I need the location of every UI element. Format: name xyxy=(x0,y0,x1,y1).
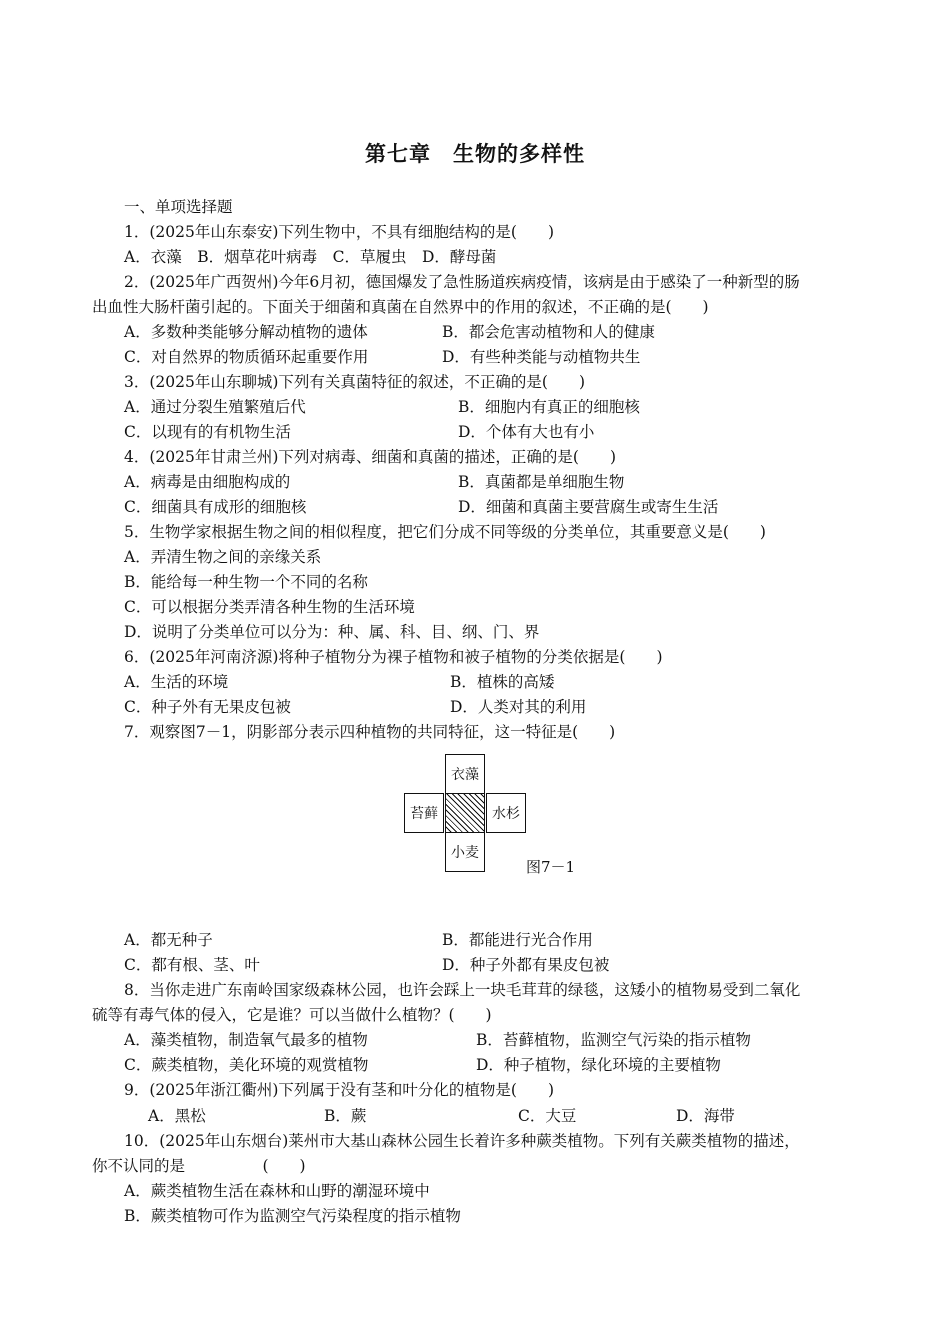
q3-option-c: C．以现有的有机物生活 xyxy=(124,423,291,441)
figure-7-1 xyxy=(404,754,526,876)
q9-option-a: A．黑松 xyxy=(148,1107,206,1125)
q3-stem: 3．(2025年山东聊城)下列有关真菌特征的叙述，不正确的是( ) xyxy=(124,373,585,391)
q7-option-b: B．都能进行光合作用 xyxy=(442,931,593,949)
q8-stem-line1: 8．当你走进广东南岭国家级森林公园，也许会踩上一块毛茸茸的绿毯，这矮小的植物易受到二氧化 xyxy=(124,981,801,999)
q8-stem-line2: 硫等有毒气体的侵入，它是谁？可以当做什么植物？( ) xyxy=(92,1006,492,1024)
q7-stem: 7．观察图7－1，阴影部分表示四种植物的共同特征，这一特征是( ) xyxy=(124,723,616,741)
q2-stem-line2: 出血性大肠杆菌引起的。下面关于细菌和真菌在自然界中的作用的叙述，不正确的是( ) xyxy=(92,298,709,316)
q6-stem: 6．(2025年河南济源)将种子植物分为裸子植物和被子植物的分类依据是( ) xyxy=(124,648,663,666)
q5-stem: 5．生物学家根据生物之间的相似程度，把它们分成不同等级的分类单位，其重要意义是( ) xyxy=(124,523,766,541)
fig-cell-top: 衣藻 xyxy=(445,754,485,794)
q2-stem-line1: 2．(2025年广西贺州)今年6月初，德国爆发了急性肠道疾病疫情，该病是由于感染了一种新型的肠 xyxy=(124,273,800,291)
q5-option-c: C．可以根据分类弄清各种生物的生活环境 xyxy=(124,598,415,616)
q4-stem: 4．(2025年甘肃兰州)下列对病毒、细菌和真菌的描述，正确的是( ) xyxy=(124,448,616,466)
q5-option-b: B．能给每一种生物一个不同的名称 xyxy=(124,573,368,591)
fig-cell-bottom: 小麦 xyxy=(445,832,485,872)
q9-option-c: C．大豆 xyxy=(518,1107,577,1125)
q10-option-b: B．蕨类植物可作为监测空气污染程度的指示植物 xyxy=(124,1207,461,1225)
q4-option-b: B．真菌都是单细胞生物 xyxy=(458,473,625,491)
q6-option-a: A．生活的环境 xyxy=(124,673,229,691)
q10-stem-line1: 10．(2025年山东烟台)莱州市大基山森林公园生长着许多种蕨类植物。下列有关蕨类植物的描述， xyxy=(124,1132,800,1150)
q1-stem: 1．(2025年山东泰安)下列生物中，不具有细胞结构的是( ) xyxy=(124,223,554,241)
q9-option-b: B．蕨 xyxy=(324,1107,367,1125)
q9-option-d: D．海带 xyxy=(676,1107,735,1125)
q2-option-b: B．都会危害动植物和人的健康 xyxy=(442,323,655,341)
q9-stem: 9．(2025年浙江衢州)下列属于没有茎和叶分化的植物是( ) xyxy=(124,1081,554,1099)
q7-option-c: C．都有根、茎、叶 xyxy=(124,956,260,974)
page-title: 第七章 生物的多样性 xyxy=(365,141,585,166)
q8-option-a: A．藻类植物，制造氧气最多的植物 xyxy=(124,1031,368,1049)
q5-option-a: A．弄清生物之间的亲缘关系 xyxy=(124,548,322,566)
q8-option-c: C．蕨类植物，美化环境的观赏植物 xyxy=(124,1056,369,1074)
q8-option-b: B．苔藓植物，监测空气污染的指示植物 xyxy=(476,1031,751,1049)
q6-option-c: C．种子外有无果皮包被 xyxy=(124,698,291,716)
q10-stem-line2: 你不认同的是 ( ) xyxy=(92,1157,306,1175)
q4-option-d: D．细菌和真菌主要营腐生或寄生生活 xyxy=(458,498,719,516)
q2-option-d: D．有些种类能与动植物共生 xyxy=(442,348,641,366)
q3-option-d: D．个体有大也有小 xyxy=(458,423,595,441)
q5-option-d: D．说明了分类单位可以分为：种、属、科、目、纲、门、界 xyxy=(124,623,540,641)
q4-option-a: A．病毒是由细胞构成的 xyxy=(124,473,291,491)
q2-option-c: C．对自然界的物质循环起重要作用 xyxy=(124,348,369,366)
q3-option-b: B．细胞内有真正的细胞核 xyxy=(458,398,640,416)
q6-option-b: B．植株的高矮 xyxy=(450,673,555,691)
q2-option-a: A．多数种类能够分解动植物的遗体 xyxy=(124,323,368,341)
q10-option-a: A．蕨类植物生活在森林和山野的潮湿环境中 xyxy=(124,1182,430,1200)
section-heading: 一、单项选择题 xyxy=(124,198,233,216)
q6-option-d: D．人类对其的利用 xyxy=(450,698,587,716)
q7-option-d: D．种子外都有果皮包被 xyxy=(442,956,610,974)
q7-option-a: A．都无种子 xyxy=(124,931,213,949)
fig-cell-shaded xyxy=(445,793,485,833)
q3-option-a: A．通过分裂生殖繁殖后代 xyxy=(124,398,306,416)
q8-option-d: D．种子植物，绿化环境的主要植物 xyxy=(476,1056,721,1074)
figure-caption: 图7－1 xyxy=(526,858,576,876)
fig-cell-left: 苔藓 xyxy=(404,793,444,833)
q4-option-c: C．细菌具有成形的细胞核 xyxy=(124,498,307,516)
q1-options: A．衣藻 B．烟草花叶病毒 C．草履虫 D．酵母菌 xyxy=(124,248,497,266)
fig-cell-right: 水杉 xyxy=(486,793,526,833)
